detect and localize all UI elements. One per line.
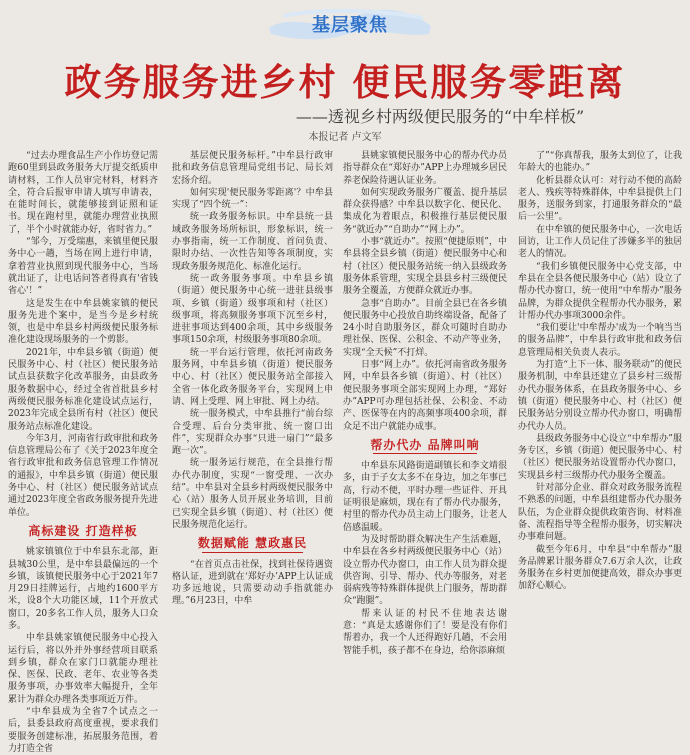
page-subheadline: ——透视乡村两级便民服务的“中牟样板” (295, 107, 585, 126)
paragraph: “在首页点击社保，找到社保待遇资格认证，进到就在‘郑好办’APP上认证成功多远地说，只需要动动手指就能办理。”6月23日，中牟 (172, 559, 333, 607)
paragraph: 姚家镇镇位于中牟县东北部，距县城30公里，是中牟县最偏远的一个乡镇，该镇便民服务中心于2021年7月29日挂牌运行，占地约1600平方米，设8个大功能区域，11个开放式窗口，20多名工作人员，服务人口众多。 (8, 547, 158, 631)
paragraph: 统一服务模式，中牟县推行“前台综合受理、后台分类审批、统一窗口出件”，实现群众办事“只进一扇门”“最多跑一次”。 (172, 409, 333, 457)
paragraph: 小事“就近办”。按照“便捷原则”，中牟县将全县乡镇（街道）便民服务中心和村（社区）便民服务站统一纳入县级政务服务体系管理，实现全县县乡村三级便民服务全覆盖，方便群众就近办事。 (343, 237, 507, 297)
paragraph: 中牟县东风路街道副镇长和李文靖很多，由于子女太多不在身边，加之年事已高，行动不便，平时办理一些证件、开具证明很是麻烦，现在有了帮办代办服务，村里的帮办代办员主动上门服务，让老人倍感温暖。 (343, 461, 507, 533)
section-heading-3: 帮办代办 品牌叫响 (343, 439, 507, 454)
paragraph: 针对部分企业、群众对政务服务流程不熟悉的问题，中牟县组建帮办代办服务队伍，为企业群众提供政策咨询、材料准备、流程指导等全程帮办服务，切实解决办事难问题。 (518, 483, 682, 543)
section-heading-2: 数据赋能 慧政惠民 (172, 537, 333, 552)
paragraph: 这是发生在中牟县姚家镇的便民服务先进个案中，是当今是乡村统领，也是中牟县乡村两级便民服务标准化建设现场服务的一个剪影。 (8, 298, 158, 346)
paragraph: 基层便民服务标杆。”中牟县行政审批和政务信息管理局党组书记、局长刘宏扬介绍。 (172, 151, 333, 186)
paragraph: 统一政务服务标识。中牟县统一县域政务服务场所标识，形象标识，统一办事指南，统一工作制度、首问负责、限时办结、一次性告知等各项制度，实现政务服务规范化、标准化运行。 (172, 212, 333, 272)
paragraph: 截至今年6月，中牟县“中牟帮办”服务品牌累计服务群众7.6万余人次，让政务服务在乡村更加便捷高效，群众办事更加舒心顺心。 (518, 544, 682, 592)
paragraph: 日事“网上办”。依托河南省政务服务网，中牟县各乡镇（街道）、村（社区）便民服务事项全部实现网上办理，“郑好办”APP可办理包括社保、公积金、不动产、医保等在内的高频事项400余项，群众足不出户就能办成事。 (343, 360, 507, 432)
paragraph: “过去办理食品生产小作坊登记需跑60里到县政务服务大厅提交纸质申请材料，工作人员审完材料，材料齐全，符合后报审申请人填写申请表，在能时间长，就能够接到证照和证书。现在跑村里，就能办理营业执照了，半个小时就能办好，省时省力。” (8, 151, 158, 235)
article-column-4 (518, 150, 682, 628)
byline: 本报记者 卢文军 (308, 132, 382, 143)
paragraph: 县姚家镇便民服务中心的帮办代办员指导群众在“郑好办”APP上办理城乡居民养老保险待遇认证业务。 (343, 151, 507, 186)
column-tag-label: 基层聚焦 (312, 15, 388, 36)
paragraph: 县级政务服务中心设立“中牟帮办”服务专区，乡镇（街道）便民服务中心、村（社区）便民服务站设置帮办代办窗口，实现县乡村三级帮办代办服务全覆盖。 (518, 433, 682, 481)
paragraph: 如何实现政务服务广覆盖、提升基层群众获得感？中牟县以数字化、便民化、集成化为着眼点，积极推行基层便民服务“就近办”“自助办”“网上办”。 (343, 187, 507, 235)
paragraph: 在中牟镇的便民服务中心，一次电话回访，让工作人员记住了涉嫌多半的独居老人的情况。 (518, 224, 682, 260)
paragraph: 为及时帮助群众解决生产生活难题，中牟县在各乡村两级便民服务中心（站）设立帮办代办窗口，由工作人员为群众提供咨询、引导、帮办、代办等服务，对老弱病残等特殊群体提供上门服务，帮助群众“跑腿”。 (343, 534, 507, 607)
paragraph: 化析县群众认可：对行动不便的高龄老人、残疾等特殊群体，中牟县提供上门服务，送服务到家，打通服务群众的“最后一公里”。 (518, 175, 682, 223)
paragraph: 今年3月，河南省行政审批和政务信息管理局公布了《关于2023年度全省行政审批和政务信息管理工作情况的通报》，中牟县乡镇（街道）便民服务中心、村（社区）便民服务站试点通过2023年度全省政务服务提升先进单位。 (8, 433, 158, 518)
paragraph: 2021年，中牟县乡镇（街道）便民服务中心、村（社区）便民服务站试点县获数字化改革服务，由县政务服务数据中心，经过全省首批县乡村两级便民服务标准化建设试点运行，2023年完成全县所有村（社区）便民服务站点标准化建设。 (8, 347, 158, 432)
column-tag (263, 4, 437, 44)
section-heading-1: 高标建设 打造样板 (8, 525, 158, 540)
paragraph: “邹今，万受瑞惠，来镇里便民服务中心一趟，当场在网上进行申请，拿着营业执照到现代服务中心，当场就出证了，让电话问答者得真有'省钱省心'！” (8, 237, 158, 297)
paragraph: 帮来认证的村民不住地表达谢意：“真是太感谢你们了！要是没有你们帮着办，我一个人还得跑好几趟，不会用智能手机，孩子都不在身边，给你添麻烦 (343, 608, 507, 656)
paragraph: 统一平台运行管理，依托河南政务服务网，中牟县乡镇（街道）便民服务中心、村（社区）便民服务站全部接入全省一体化政务服务平台，实现网上申请、网上受理、网上审批、网上办结。 (172, 347, 333, 407)
paragraph: 急事“自助办”。目前全县已在各乡镇便民服务中心投放自助终端设备，配备了24小时自助服务区，群众可随时自助办理社保、医保、公积金、不动产等业务，实现“全天候”不打烊。 (343, 298, 507, 358)
paragraph: 如何实现'便民服务零距离'？中牟县实现了“四个统一”： (172, 187, 333, 211)
paragraph: “中牟县成为全省7个试点之一后，县委县政府高度重视，要求我们要服务创建标准，拓展服务范围，着力打造全省 (8, 707, 158, 754)
paragraph: 中牟县姚家镇便民服务中心投入运行后，将以外并外事经营项目联系到乡镇，群众在家门口就能办理社保、医保、民政、老年、农业等各类服务事项，办事效率大幅提升，全年累计为群众办理各类事项近万件。 (8, 633, 158, 705)
paragraph: “我们乡镇便民服务中心党支部，中牟县在全县各便民服务中心（站）设立了帮办代办窗口，统一使用“中牟帮办”服务品牌，为群众提供全程帮办代办服务，累计帮办代办事项3000余件。 (518, 261, 682, 321)
article-body (0, 150, 690, 754)
paragraph: 统一政务服务事项。中牟县乡镇（街道）便民服务中心统一进驻县级事项、乡镇（街道）级事项和村（社区）级事项，将高频服务事项下沉至乡村，进驻事项达到400余项，其中乡级服务事项150余项，村级服务事项80余项。 (172, 273, 333, 346)
article-column-1 (8, 150, 158, 754)
paragraph: 为打造“上下一体、服务联动”的便民服务机制，中牟县还建立了县乡村三级帮办代办服务体系，在县政务服务中心、乡镇（街道）便民服务中心、村（社区）便民服务站分别设立帮办代办窗口，明确帮办代办人员。 (518, 360, 682, 432)
page-headline: 政务服务进乡村 便民服务零距离 (64, 61, 626, 104)
article-column-2 (172, 150, 333, 628)
paragraph: “我们要让'中牟帮办'成为一个响当当的服务品牌”，中牟县行政审批和政务信息管理局相关负责人表示。 (518, 323, 682, 358)
paragraph: 统一服务运行规范，在全县推行帮办代办制度，实现“一窗受理、一次办结”。中牟县对全县乡村两级便民服务中心（站）服务人员开展业务培训，目前已实现全县乡镇（街道）、村（社区）便民服务规范化运行。 (172, 458, 333, 530)
paragraph: 了”“你真帮我，服务太到位了，让我年龄大的也能办。” (518, 151, 682, 174)
article-column-3 (343, 150, 507, 656)
